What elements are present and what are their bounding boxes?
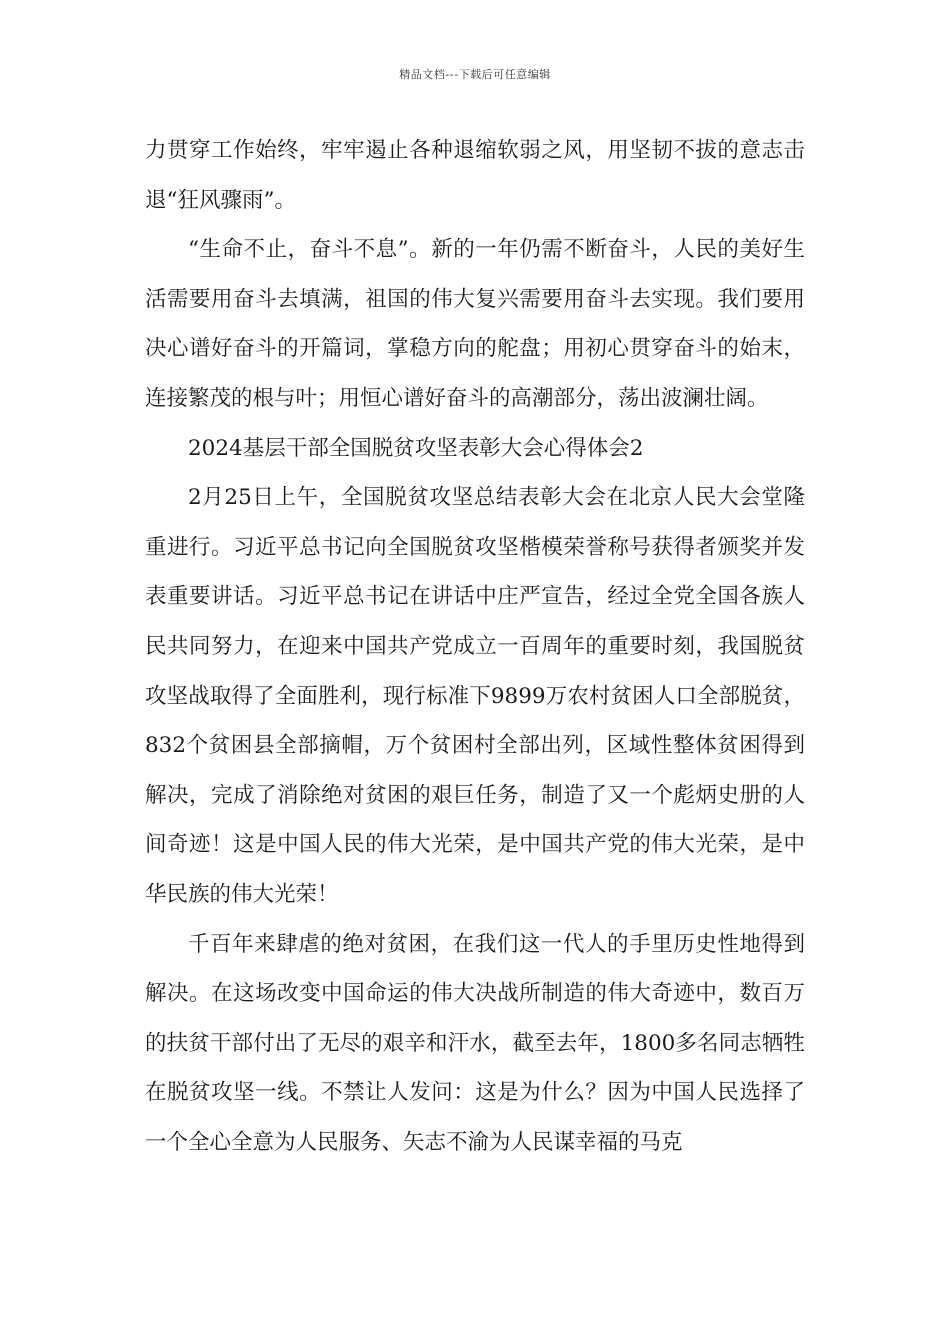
section-heading: 2024基层干部全国脱贫攻坚表彰大会心得体会2 — [188, 435, 644, 461]
paragraph-ceremony: 2月25日上午，全国脱贫攻坚总结表彰大会在北京人民大会堂隆重进行。习近平总书记向全国脱贫攻坚楷模荣誉称号获得者颁奖并发表重要讲话。习近平总书记在讲话中庄严宣告，经过全党全国各族人民共同努力，在迎来中国共产党成立一百周年的重要时刻，我国脱贫攻坚战取得了全面胜利，现行标准下9899万农村贫困人口全部脱贫，832个贫困县全部摘帽，万个贫困村全部出列，区域性整体贫困得到解决，完成了消除绝对贫困的艰巨任务，制造了又一个彪炳史册的人间奇迹！这是中国人民的伟大光荣，是中国共产党的伟大光荣，是中华民族的伟大光荣！ — [145, 485, 805, 907]
page-header: 精品文档---下载后可任意编辑 — [399, 68, 551, 81]
paragraph-reflection: 千百年来肆虐的绝对贫困，在我们这一代人的手里历史性地得到解决。在这场改变中国命运的伟大决战所制造的伟大奇迹中，数百万的扶贫干部付出了无尽的艰辛和汗水，截至去年，1800多名同志牺牲在脱贫攻坚一线。不禁让人发问：这是为什么？因为中国人民选择了一个全心全意为人民服务、矢志不渝为人民谋幸福的马克 — [145, 931, 805, 1155]
paragraph-continuation: 力贯穿工作始终，牢牢遏止各种退缩软弱之风，用坚韧不拔的意志击退“狂风骤雨”。 — [145, 138, 805, 213]
paragraph-struggle: “生命不止，奋斗不息”。新的一年仍需不断奋斗，人民的美好生活需要用奋斗去填满，祖国的伟大复兴需要用奋斗去实现。我们要用决心谱好奋斗的开篇词，掌稳方向的舵盘；用初心贯穿奋斗的始末，连接繁茂的根与叶；用恒心谱好奋斗的高潮部分，荡出波澜壮阔。 — [145, 237, 805, 411]
document-body — [145, 126, 805, 1167]
